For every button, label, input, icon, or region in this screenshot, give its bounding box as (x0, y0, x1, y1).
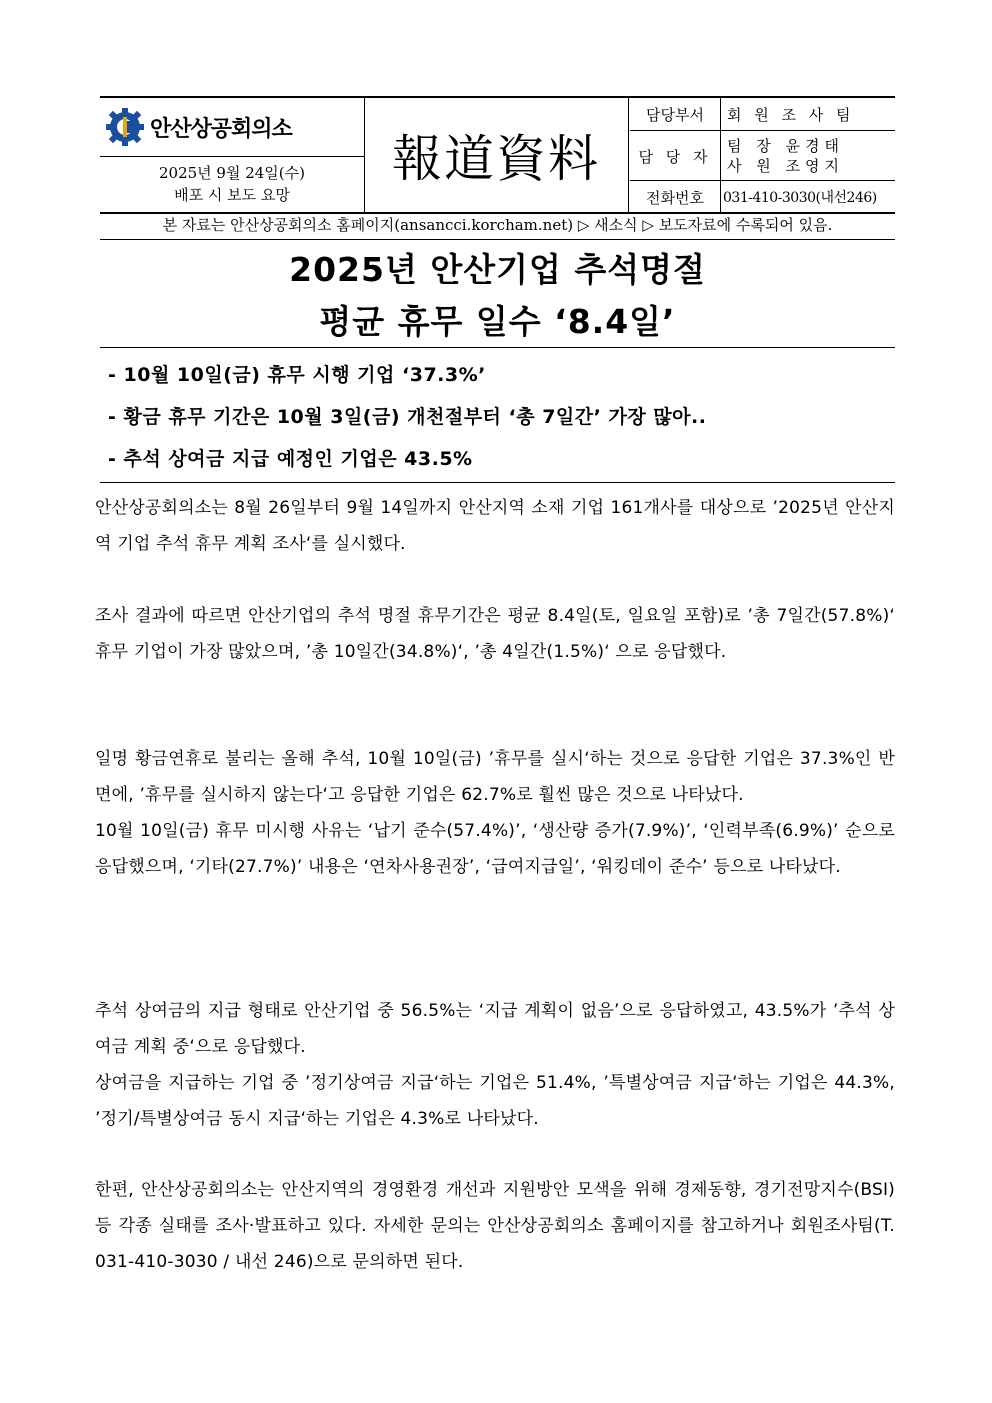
body-sentence: 추석 상여금의 지급 형태로 안산기업 중 56.5%는 ‘지급 계획이 없음’으로 응답하였고, 43.5%가 ’추석 상여금 계획 중‘으로 응답했다. (95, 1001, 895, 1057)
phone-value: 031-410-3030(내선246) (723, 190, 877, 206)
org-logo (100, 98, 364, 156)
subheading-rule (100, 482, 895, 483)
release-date-cell (100, 156, 364, 212)
subheading: - 10월 10일(금) 휴무 시행 기업 ‘37.3%’ (108, 364, 486, 386)
homepage-notice: 본 자료는 안산상공회의소 홈페이지(ansancci.korcham.net) ▷ 새소식 ▷ 보도자료에 수록되어 있음. (100, 211, 895, 240)
contact-label: 담 당 자 (630, 131, 721, 181)
doc-type-title: 報道資料 (392, 130, 600, 188)
dept-row (630, 98, 895, 130)
body-sentence: 10월 10일(금) 휴무 미시행 사유는 ‘납기 준수(57.4%)’, ‘생산량 증가(7.9%)’, ‘인력부족(6.9%)’ 순으로 응답했으며, ‘기타(27.7%)’ 내용은 ‘연차사용권장’, ‘급여지급일’, ‘워킹데이 준수’ 등으로 나타났다. (95, 821, 895, 877)
body-paragraph (95, 741, 895, 885)
headline-line-2: 평균 휴무 일수 ‘8.4일’ (319, 302, 676, 341)
divider (628, 98, 629, 212)
subheading: - 황금 휴무 기간은 10월 3일(금) 개천절부터 ‘총 7일간’ 가장 많아.. (108, 406, 707, 428)
org-name: 안산상공회의소 (150, 116, 292, 142)
body-paragraph: 한편, 안산상공회의소는 안산지역의 경영환경 개선과 지원방안 모색을 위해 경제동향, 경기전망지수(BSI) 등 각종 실태를 조사·발표하고 있다. 자세한 문의는 안산상공회의소 홈페이지를 참고하거나 회원조사팀(T. 031-410-3030 / 내선 246)으로 문의하면 된다. (95, 1180, 895, 1272)
contact-row (630, 130, 895, 181)
headline-rule (100, 347, 895, 348)
dept-label: 담당부서 (630, 98, 721, 130)
release-date: 2025년 9월 24일(수) (158, 164, 305, 182)
contact-name-1: 팀 장 윤경태 (727, 137, 844, 155)
headline-line-1: 2025년 안산기업 추석명절 (289, 250, 706, 289)
release-note: 배포 시 보도 요망 (174, 186, 290, 204)
body-paragraph: 안산상공회의소는 8월 26일부터 9월 14일까지 안산지역 소재 기업 161개사를 대상으로 ’2025년 안산지역 기업 추석 휴무 계획 조사‘를 실시했다. (95, 498, 895, 554)
phone-row (630, 180, 895, 213)
body-sentence: 상여금을 지급하는 기업 중 ’정기상여금 지급‘하는 기업은 51.4%, ’특별상여금 지급‘하는 기업은 44.3%, ’정기/특별상여금 동시 지급‘하는 기업은 4.3%로 나타났다. (95, 1073, 895, 1129)
body-paragraph (95, 993, 895, 1137)
press-header (100, 96, 895, 214)
org-emblem-icon (106, 108, 144, 146)
subheading: - 추석 상여금 지급 예정인 기업은 43.5% (108, 448, 473, 470)
body-sentence: 일명 황금연휴로 불리는 올해 추석, 10월 10일(금) ’휴무를 실시‘하는 것으로 응답한 기업은 37.3%인 반면에, ’휴무를 실시하지 않는다‘고 응답한 기업은 62.7%로 훨씬 많은 것으로 나타났다. (95, 749, 895, 805)
contact-names (721, 131, 895, 181)
dept-value: 회 원 조 사 팀 (727, 105, 855, 124)
phone-label: 전화번호 (630, 181, 721, 213)
contact-name-2: 사 원 조영지 (727, 157, 844, 175)
body-paragraph: 조사 결과에 따르면 안산기업의 추석 명절 휴무기간은 평균 8.4일(토, 일요일 포함)로 ’총 7일간(57.8%)‘ 휴무 기업이 가장 많았으며, ’총 10일간(34.8%)‘, ’총 4일간(1.5%)‘ 으로 응답했다. (95, 606, 895, 662)
